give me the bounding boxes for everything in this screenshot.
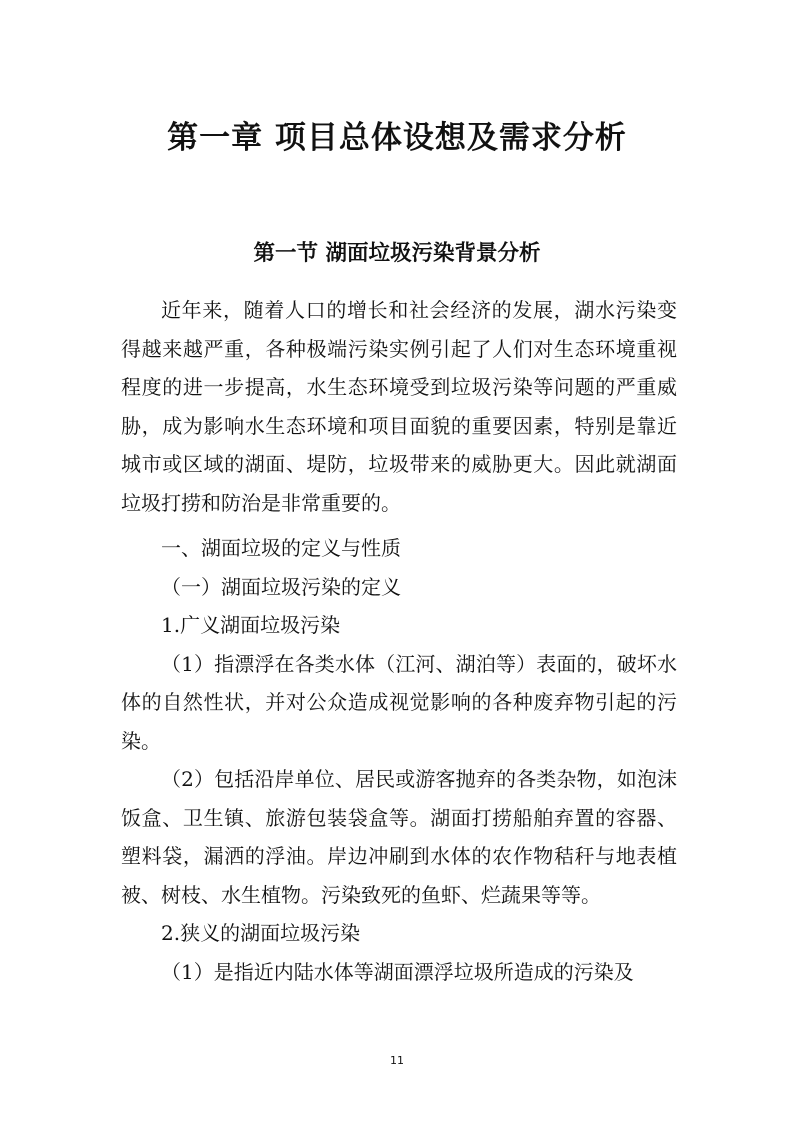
outline-block bbox=[121, 529, 677, 991]
heading-level-1: 一、湖面垃圾的定义与性质 bbox=[161, 536, 401, 560]
item-1-paragraph-1: （1）指漂浮在各类水体（江河、湖泊等）表面的，破坏水体的自然性状，并对公众造成视觉影响的各种废弃物引起的污染。 bbox=[121, 651, 677, 753]
chapter-title: 第一章 项目总体设想及需求分析 bbox=[167, 120, 627, 156]
item-2-paragraph-1: （1）是指近内陆水体等湖面漂浮垃圾所造成的污染及 bbox=[161, 959, 634, 984]
section-title: 第一节 湖面垃圾污染背景分析 bbox=[253, 241, 541, 266]
intro-block bbox=[121, 291, 677, 522]
heading-level-2: （一）湖面垃圾污染的定义 bbox=[161, 574, 401, 599]
item-1-title: 1.广义湖面垃圾污染 bbox=[161, 613, 341, 637]
intro-paragraph: 近年来，随着人口的增长和社会经济的发展，湖水污染变得越来越严重，各种极端污染实例引起了人们对生态环境重视程度的进一步提高，水生态环境受到垃圾污染等问题的严重威胁，成为影响水生态环境和项目面貌的重要因素，特别是靠近城市或区域的湖面、堤防，垃圾带来的威胁更大。因此就湖面垃圾打捞和防治是非常重要的。 bbox=[121, 298, 677, 515]
item-2-title: 2.狭义的湖面垃圾污染 bbox=[161, 921, 361, 945]
page-number: 11 bbox=[390, 1054, 404, 1067]
item-1-paragraph-2: （2）包括沿岸单位、居民或游客抛弃的各类杂物，如泡沫饭盒、卫生镇、旅游包装袋盒等。湖面打捞船舶弃置的容器、塑料袋，漏洒的浮油。岸边冲刷到水体的农作物秸秆与地表植被、树枝、水生植物。污染致死的鱼虾、烂蔬果等等。 bbox=[121, 767, 677, 907]
